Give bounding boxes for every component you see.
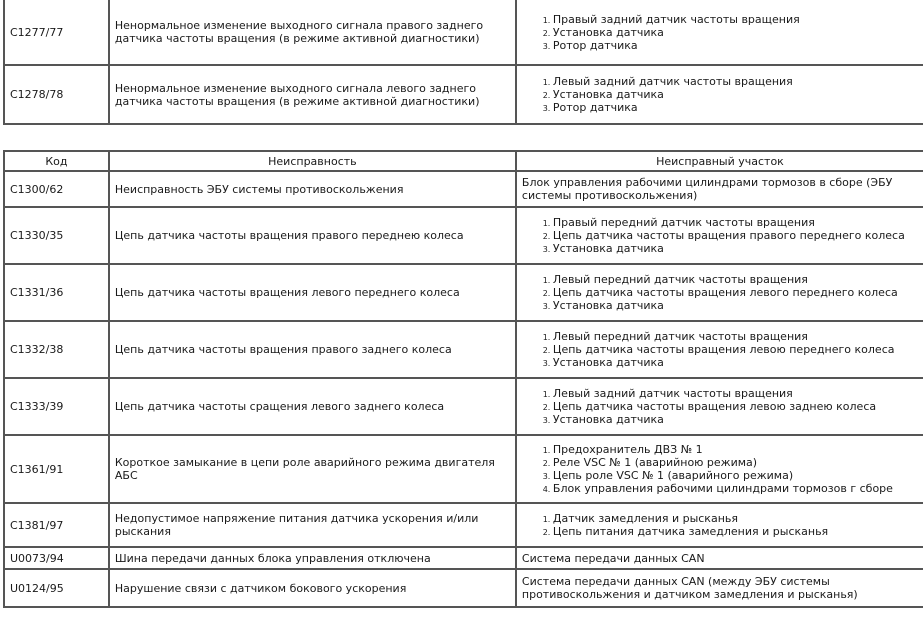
table-row xyxy=(4,0,923,65)
list-item: 2. Цепь датчика частоты вращения левою переднего колеса xyxy=(553,343,918,356)
code-cell: C1300/62 xyxy=(4,171,109,207)
code-cell: C1332/38 xyxy=(4,321,109,378)
list-item: 3. Ротор датчика xyxy=(553,101,918,114)
fault-cell: Цепь датчика частоты вращения левого переднего колеса xyxy=(109,264,516,321)
code-cell: C1331/36 xyxy=(4,264,109,321)
list-item: 2. Цепь питания датчика замедления и рысканья xyxy=(553,525,918,538)
list-item: 1. Левый задний датчик частоты вращения xyxy=(553,75,918,88)
fault-cell: Недопустимое напряжение питания датчика ускорения и/или рыскания xyxy=(109,503,516,547)
diagnostic-codes-table-top xyxy=(3,0,923,125)
code-cell: C1333/39 xyxy=(4,378,109,435)
column-header-fault: Неисправность xyxy=(109,151,516,171)
fault-cell: Неисправность ЭБУ системы противоскольжения xyxy=(109,171,516,207)
list-item: 3. Установка датчика xyxy=(553,299,918,312)
code-cell: C1278/78 xyxy=(4,65,109,124)
list-item: 3. Установка датчика xyxy=(553,413,918,426)
fault-cell: Ненормальное изменение выходного сигнала правого заднего датчика частоты вращения (в режиме активной диагностики) xyxy=(109,0,516,65)
list-item: 1. Датчик замедления и рысканья xyxy=(553,512,918,525)
code-cell: C1330/35 xyxy=(4,207,109,264)
list-item: 4. Блок управления рабочими цилиндрами тормозов г сборе xyxy=(553,482,918,495)
parts-cell xyxy=(516,435,923,503)
list-item: 1. Правый передний датчик частоты вращения xyxy=(553,216,918,229)
list-item: 1. Левый задний датчик частоты вращения xyxy=(553,387,918,400)
fault-cell: Цепь датчика частоты вращения правого переднею колеса xyxy=(109,207,516,264)
table-row xyxy=(4,435,923,503)
fault-cell: Нарушение связи с датчиком бокового ускорения xyxy=(109,569,516,607)
parts-cell xyxy=(516,0,923,65)
table-row xyxy=(4,171,923,207)
list-item: 2. Установка датчика xyxy=(553,26,918,39)
list-item: 2. Реле VSC № 1 (аварийною режима) xyxy=(553,456,918,469)
list-item: 1. Левый передний датчик частоты вращения xyxy=(553,273,918,286)
fault-cell: Ненормальное изменение выходного сигнала левого заднего датчика частоты вращения (в режиме активной диагностики) xyxy=(109,65,516,124)
list-item: 2. Цепь датчика частоты вращения левою заднею колеса xyxy=(553,400,918,413)
parts-cell xyxy=(516,378,923,435)
fault-cell: Короткое замыкание в цепи роле аварийного режима двигателя АБС xyxy=(109,435,516,503)
column-header-code: Код xyxy=(4,151,109,171)
table-row xyxy=(4,547,923,569)
table-row xyxy=(4,321,923,378)
area-cell: Система передачи данных CAN xyxy=(516,547,923,569)
list-item: 1. Правый задний датчик частоты вращения xyxy=(553,13,918,26)
parts-cell xyxy=(516,264,923,321)
parts-cell xyxy=(516,503,923,547)
code-cell: C1381/97 xyxy=(4,503,109,547)
code-cell: U0073/94 xyxy=(4,547,109,569)
fault-cell: Цепь датчика частоты сращения левого заднего колеса xyxy=(109,378,516,435)
parts-cell xyxy=(516,207,923,264)
parts-cell xyxy=(516,65,923,124)
table-row xyxy=(4,569,923,607)
table-row xyxy=(4,207,923,264)
code-cell: C1277/77 xyxy=(4,0,109,65)
area-cell: Система передачи данных CAN (между ЭБУ системы противоскольжения и датчиком замедления и рысканья) xyxy=(516,569,923,607)
parts-cell xyxy=(516,321,923,378)
list-item: 2. Цепь датчика частоты вращения правого переднего колеса xyxy=(553,229,918,242)
fault-cell: Цепь датчика частоты вращения правого заднего колеса xyxy=(109,321,516,378)
list-item: 3. Цепь роле VSC № 1 (аварийного режима) xyxy=(553,469,918,482)
table-header-row xyxy=(4,151,923,171)
table-row xyxy=(4,65,923,124)
list-item: 2. Цепь датчика частоты вращения левого переднего колеса xyxy=(553,286,918,299)
list-item: 3. Ротор датчика xyxy=(553,39,918,52)
list-item: 1. Левый передний датчик частоты вращения xyxy=(553,330,918,343)
column-header-area: Неисправный участок xyxy=(516,151,923,171)
table-row xyxy=(4,503,923,547)
fault-cell: Шина передачи данных блока управления отключена xyxy=(109,547,516,569)
code-cell: U0124/95 xyxy=(4,569,109,607)
area-cell: Блок управления рабочими цилиндрами тормозов в сборе (ЭБУ системы противоскольжения) xyxy=(516,171,923,207)
table-row xyxy=(4,378,923,435)
list-item: 3. Установка датчика xyxy=(553,242,918,255)
list-item: 1. Предохранитель ДВЗ № 1 xyxy=(553,443,918,456)
list-item: 2. Установка датчика xyxy=(553,88,918,101)
code-cell: C1361/91 xyxy=(4,435,109,503)
list-item: 3. Установка датчика xyxy=(553,356,918,369)
diagnostic-codes-table xyxy=(3,150,923,608)
table-row xyxy=(4,264,923,321)
